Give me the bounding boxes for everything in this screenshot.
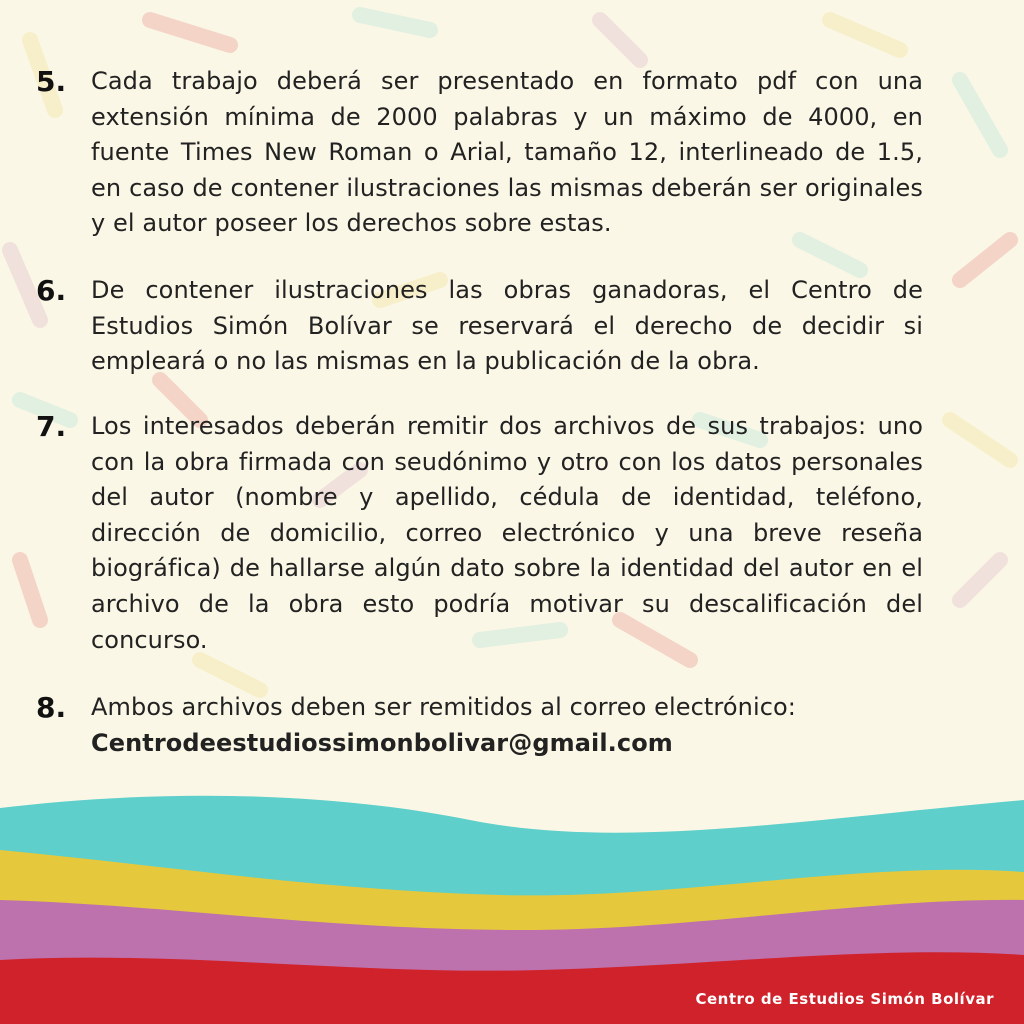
rule-text bbox=[91, 690, 923, 761]
rule-text: Los interesados deberán remitir dos archivos de sus trabajos: uno con la obra firmada con seudónimo y otro con los datos personales del autor (nombre y apellido, cédula de identidad, teléfono, dirección de domicilio, correo electrónico y una breve reseña biográfica) de hallarse algún dato sobre la identidad del autor en el archivo de la obra esto podría motivar su descalificación del concurso. bbox=[91, 412, 923, 654]
rule-number: 7. bbox=[36, 410, 67, 443]
rule-number: 6. bbox=[36, 274, 67, 307]
rule-number: 8. bbox=[36, 691, 67, 724]
decorative-waves bbox=[0, 780, 1024, 1024]
rule-text-content: Ambos archivos deben ser remitidos al correo electrónico: bbox=[91, 693, 796, 721]
rule-text: Cada trabajo deberá ser presentado en formato pdf con una extensión mínima de 2000 palabras y un máximo de 4000, en fuente Times New Roman o Arial, tamaño 12, interlineado de 1.5, en caso de contener ilustraciones las mismas deberán ser originales y el autor poseer los derechos sobre estas. bbox=[91, 67, 923, 238]
rule-number: 5. bbox=[36, 65, 67, 98]
rule-text: De contener ilustraciones las obras ganadoras, el Centro de Estudios Simón Bolívar se reservará el derecho de decidir si empleará o no las mismas en la publicación de la obra. bbox=[91, 276, 923, 376]
footer-brand: Centro de Estudios Simón Bolívar bbox=[695, 990, 994, 1008]
email-link[interactable]: Centrodeestudiossimonbolivar@gmail.com bbox=[91, 728, 673, 757]
